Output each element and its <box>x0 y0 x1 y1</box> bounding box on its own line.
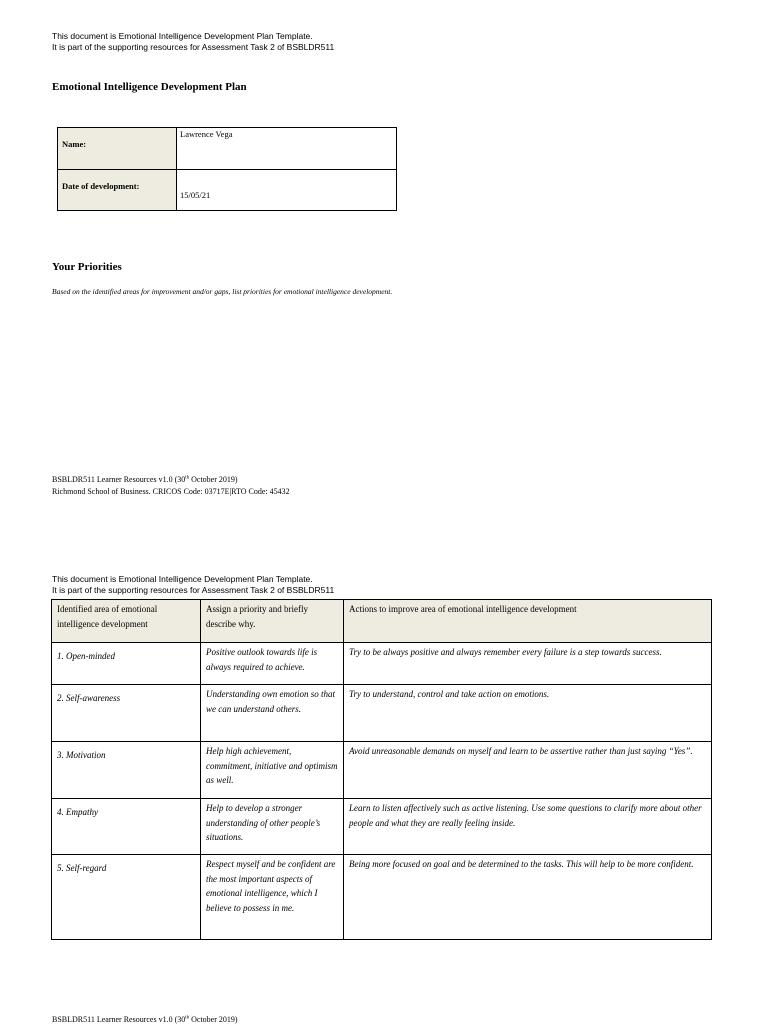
page-title: Emotional Intelligence Development Plan <box>52 81 247 93</box>
name-value-cell[interactable] <box>177 128 397 170</box>
action-cell: Try to understand, control and take action on emotions. <box>344 685 712 742</box>
development-plan-table <box>51 599 712 940</box>
page2-header-line1: This document is Emotional Intelligence Development Plan Template. <box>52 574 313 584</box>
table-row <box>52 855 712 940</box>
page1-header <box>52 31 334 53</box>
name-label-cell <box>58 128 177 170</box>
page1-footer <box>52 474 290 498</box>
page1-footer-line2: Richmond School of Business. CRICOS Code: 03717E|RTO Code: 45432 <box>52 487 290 496</box>
area-cell: 3. Motivation <box>52 742 201 799</box>
date-value: 15/05/21 <box>180 190 211 200</box>
date-label-cell <box>58 170 177 211</box>
page1-footer-line1 <box>52 474 290 486</box>
column-header-priority: Assign a priority and briefly describe why. <box>201 600 344 643</box>
column-header-area: Identified area of emotional intelligence development <box>52 600 201 643</box>
info-table <box>57 127 397 211</box>
table-row <box>52 685 712 742</box>
page2-footer <box>52 1014 238 1026</box>
action-cell: Being more focused on goal and be determined to the tasks. This will help to be more confident. <box>344 855 712 940</box>
date-label: Date of development: <box>62 181 140 191</box>
table-row <box>52 643 712 685</box>
area-cell: 2. Self-awareness <box>52 685 201 742</box>
info-row-date <box>58 170 397 211</box>
page2-header <box>52 574 334 596</box>
page2-header-line2: It is part of the supporting resources for Assessment Task 2 of BSBLDR511 <box>52 585 335 595</box>
footer-date: October 2019) <box>189 475 238 484</box>
area-cell: 1. Open-minded <box>52 643 201 685</box>
date-value-cell[interactable] <box>177 170 397 211</box>
priority-cell: Respect myself and be confident are the most important aspects of emotional intelligence, which I believe to possess in me. <box>201 855 344 940</box>
column-header-actions: Actions to improve area of emotional intelligence development <box>344 600 712 643</box>
priority-cell: Help to develop a stronger understanding of other people’s situations. <box>201 799 344 855</box>
area-cell: 5. Self-regard <box>52 855 201 940</box>
page1-header-line2: It is part of the supporting resources for Assessment Task 2 of BSBLDR511 <box>52 42 335 52</box>
footer-sup: th <box>185 1015 190 1021</box>
footer-version: BSBLDR511 Learner Resources v1.0 (30 <box>52 475 186 484</box>
priorities-heading: Your Priorities <box>52 261 122 273</box>
footer-sup: th <box>185 475 190 481</box>
footer-date: October 2019) <box>189 1015 238 1024</box>
name-value: Lawrence Vega <box>180 129 233 139</box>
area-cell: 4. Empathy <box>52 799 201 855</box>
action-cell: Try to be always positive and always remember every failure is a step towards success. <box>344 643 712 685</box>
table-row <box>52 742 712 799</box>
priority-cell: Positive outlook towards life is always required to achieve. <box>201 643 344 685</box>
info-row-name <box>58 128 397 170</box>
table-row <box>52 799 712 855</box>
plan-header-row <box>52 600 712 643</box>
priority-cell: Understanding own emotion so that we can understand others. <box>201 685 344 742</box>
footer-version: BSBLDR511 Learner Resources v1.0 (30 <box>52 1015 186 1024</box>
action-cell: Learn to listen affectively such as active listening. Use some questions to clarify more about other people and what they are really feeling inside. <box>344 799 712 855</box>
priorities-intro: Based on the identified areas for improvement and/or gaps, list priorities for emotional intelligence development. <box>52 287 393 296</box>
page1-header-line1: This document is Emotional Intelligence Development Plan Template. <box>52 31 313 41</box>
page2-footer-line1 <box>52 1014 238 1026</box>
action-cell: Avoid unreasonable demands on myself and learn to be assertive rather than just saying “Yes”. <box>344 742 712 799</box>
priority-cell: Help high achievement, commitment, initiative and optimism as well. <box>201 742 344 799</box>
name-label: Name: <box>62 139 87 149</box>
